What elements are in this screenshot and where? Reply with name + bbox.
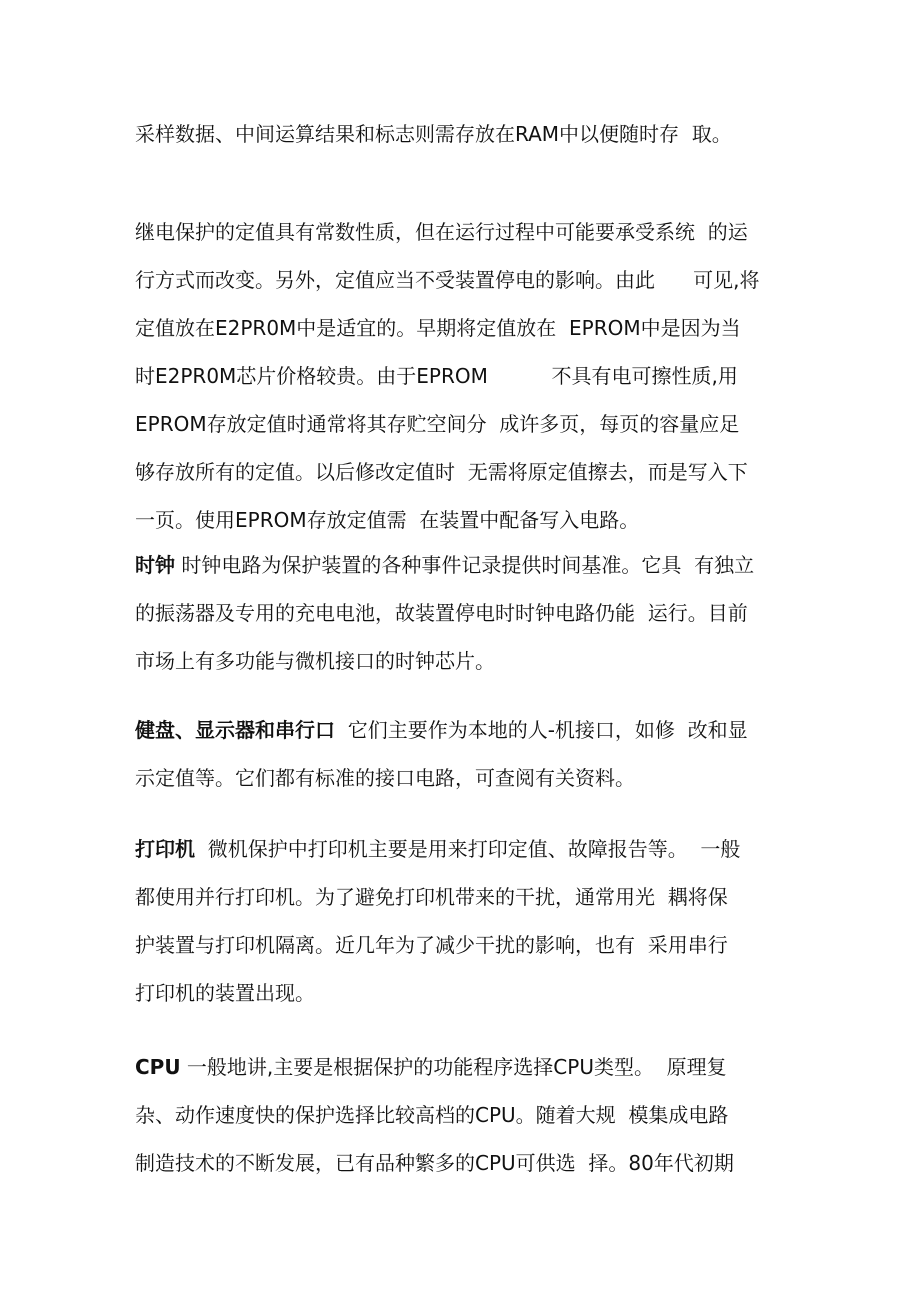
section-heading-printer: 打印机: [135, 837, 195, 861]
text-line: 一页。使用EPROM存放定值需 在装置中配备写入电路。: [135, 508, 640, 532]
paragraph-ram-storage: [135, 110, 815, 158]
text-run: 一般地讲,主要是根据保护的功能程序选择CPU类型。 原理复: [180, 1055, 727, 1079]
paragraph-cpu: [135, 1043, 815, 1187]
text-line: 杂、动作速度快的保护选择比较高档的CPU。随着大规 模集成电路: [135, 1103, 729, 1127]
text-line: 定值放在E2PR0M中是适宜的。早期将定值放在 EPROM中是因为当: [135, 316, 741, 340]
text-line: [135, 541, 815, 589]
paragraph-keyboard-display-serial: [135, 706, 815, 802]
text-line: 制造技术的不断发展，已有品种繁多的CPU可供选 择。80年代初期: [135, 1151, 734, 1175]
text-line: 的振荡器及专用的充电电池，故装置停电时时钟电路仍能 运行。目前: [135, 601, 748, 625]
paragraph-clock: [135, 541, 815, 685]
text-line: [135, 1043, 815, 1091]
text-line: 采样数据、中间运算结果和标志则需存放在RAM中以便随时存 取。: [135, 122, 732, 146]
text-line: 继电保护的定值具有常数性质，但在运行过程中可能要承受系统 的运: [135, 220, 748, 244]
text-line: 都使用并行打印机。为了避免打印机带来的干扰，通常用光 耦将保: [135, 885, 728, 909]
text-line: 够存放所有的定值。以后修改定值时 无需将原定值擦去，而是写入下: [135, 460, 748, 484]
text-line: 示定值等。它们都有标准的接口电路，可查阅有关资料。: [135, 766, 635, 790]
text-line: EPROM存放定值时通常将其存贮空间分 成许多页，每页的容量应足: [135, 412, 740, 436]
paragraph-setting-values: [135, 208, 815, 544]
text-run: 微机保护中打印机主要是用来打印定值、故障报告等。 一般: [195, 837, 741, 861]
section-heading-cpu: CPU: [135, 1055, 181, 1079]
paragraph-printer: [135, 825, 815, 1017]
text-line: 护装置与打印机隔离。近几年为了减少干扰的影响，也有 采用串行: [135, 933, 728, 957]
text-line: 时E2PR0M芯片价格较贵。由于EPROM 不具有电可擦性质,用: [135, 364, 738, 388]
text-line: 打印机的装置出现。: [135, 981, 315, 1005]
text-line: [135, 825, 815, 873]
text-line: 行方式而改变。另外，定值应当不受装置停电的影响。由此 可见,将: [135, 268, 760, 292]
text-run: 它们主要作为本地的人-机接口，如修 改和显: [335, 718, 748, 742]
text-run: 时钟电路为保护装置的各种事件记录提供时间基准。它具 有独立: [175, 553, 755, 577]
text-line: 市场上有多功能与微机接口的时钟芯片。: [135, 649, 495, 673]
text-line: [135, 706, 815, 754]
section-heading-clock: 时钟: [135, 553, 175, 577]
section-heading-keyboard: 健盘、显示器和串行口: [135, 718, 335, 742]
